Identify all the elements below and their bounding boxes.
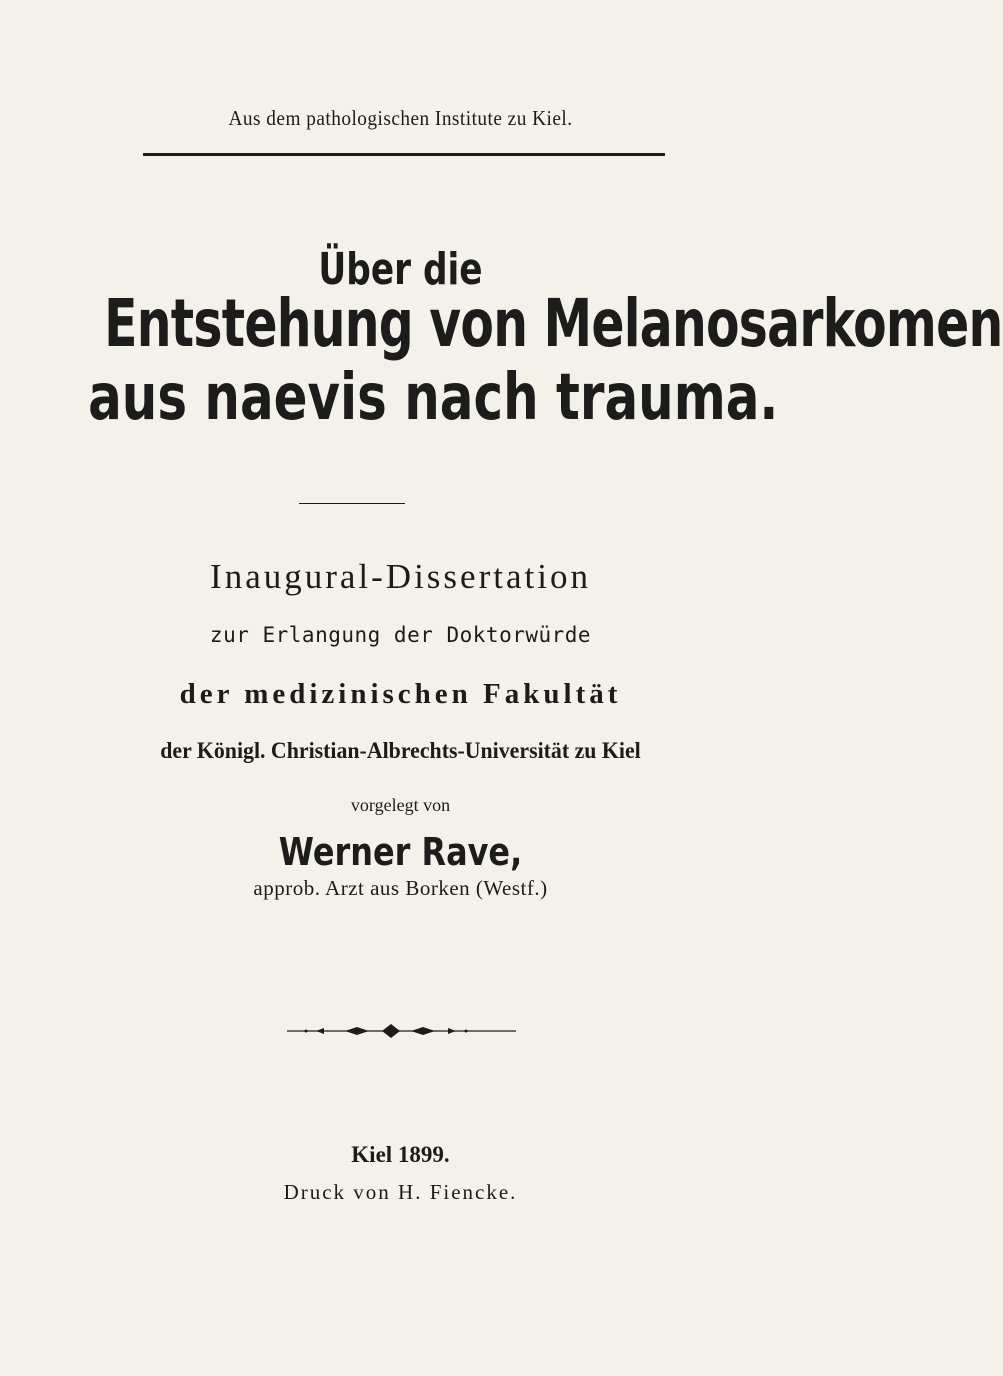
faculty-line: der medizinischen Fakultät — [179, 678, 622, 710]
title-line-2: Entstehung von Melanosarkomen — [104, 285, 1003, 362]
printer-line: Druck von H. Fiencke. — [283, 1180, 518, 1204]
header-rule — [143, 153, 665, 156]
ornament-divider — [0, 1019, 801, 1043]
title-line-1: Über die — [318, 244, 483, 295]
institute-header: Aus dem pathologischen Institute zu Kiel. — [228, 106, 573, 130]
dissertation-heading: Inaugural-Dissertation — [210, 557, 591, 596]
title-divider — [299, 503, 405, 504]
purpose-line: zur Erlangung der Doktorwürde — [209, 623, 592, 647]
title-line-3: aus naevis nach trauma. — [88, 361, 779, 435]
place-year: Kiel 1899. — [351, 1142, 450, 1167]
presented-by-line: vorgelegt von — [350, 795, 451, 815]
author-description: approb. Arzt aus Borken (Westf.) — [253, 876, 548, 900]
author-name: Werner Rave, — [278, 830, 523, 874]
university-line: der Königl. Christian-Albrechts-Universität zu Kiel — [160, 738, 641, 763]
